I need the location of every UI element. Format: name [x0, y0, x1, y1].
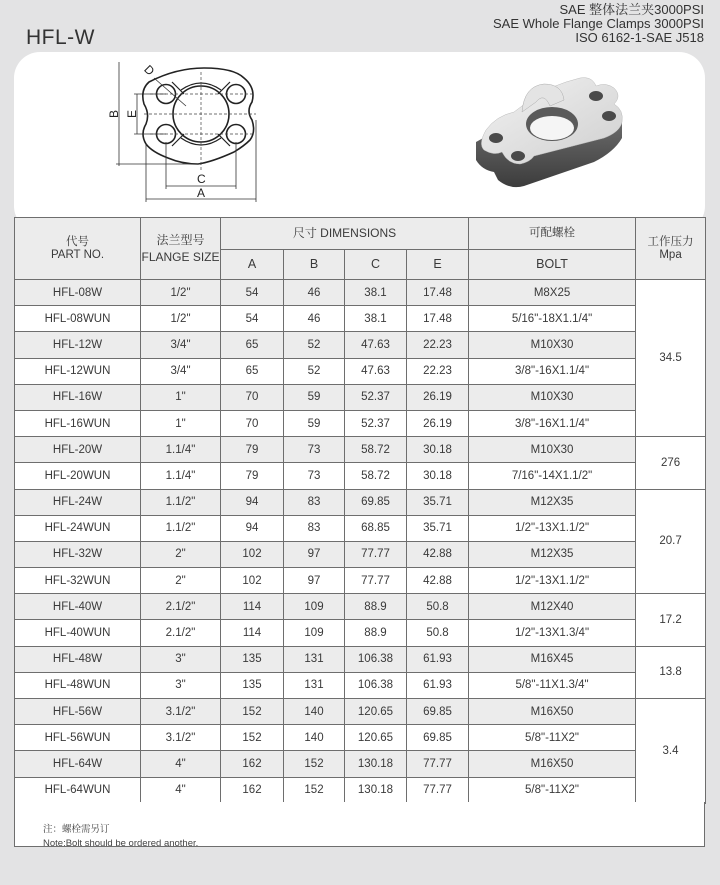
cell-e: 22.23	[407, 358, 469, 384]
cell-part: HFL-56W	[15, 699, 141, 725]
cell-e: 69.85	[407, 725, 469, 751]
cell-b: 59	[284, 410, 345, 436]
cell-a: 70	[221, 384, 284, 410]
header-dim-b: B	[284, 250, 345, 280]
cell-c: 69.85	[345, 489, 407, 515]
cell-part: HFL-32W	[15, 541, 141, 567]
note-en: Note:Bolt should be ordered another.	[43, 838, 199, 849]
cell-bolt: 7/16"-14X1.1/2"	[469, 463, 636, 489]
cell-bolt: M16X50	[469, 751, 636, 777]
cell-part: HFL-64WUN	[15, 777, 141, 803]
cell-size: 1.1/4"	[141, 437, 221, 463]
cell-size: 1"	[141, 384, 221, 410]
standard-label: ISO 6162-1-SAE J518	[575, 30, 704, 45]
cell-e: 22.23	[407, 332, 469, 358]
cell-b: 109	[284, 620, 345, 646]
header-bolt-cn: 可配螺栓	[469, 218, 636, 250]
cell-a: 79	[221, 437, 284, 463]
spec-table	[14, 217, 706, 804]
notes-box	[14, 802, 705, 847]
table-row	[15, 646, 706, 672]
cell-size: 1.1/2"	[141, 515, 221, 541]
cell-part: HFL-20WUN	[15, 463, 141, 489]
table-row	[15, 463, 706, 489]
cell-e: 35.71	[407, 515, 469, 541]
table-row	[15, 306, 706, 332]
cell-part: HFL-12WUN	[15, 358, 141, 384]
cell-b: 140	[284, 725, 345, 751]
cell-b: 83	[284, 489, 345, 515]
spec-table-body	[15, 280, 706, 804]
cell-part: HFL-64W	[15, 751, 141, 777]
cell-c: 52.37	[345, 384, 407, 410]
cell-size: 3"	[141, 672, 221, 698]
cell-part: HFL-48W	[15, 646, 141, 672]
cell-a: 114	[221, 594, 284, 620]
header-dim-a: A	[221, 250, 284, 280]
cell-part: HFL-16W	[15, 384, 141, 410]
cell-bolt: 1/2"-13X1.1/2"	[469, 515, 636, 541]
cell-size: 2.1/2"	[141, 594, 221, 620]
cell-c: 47.63	[345, 358, 407, 384]
cell-a: 152	[221, 725, 284, 751]
cell-e: 17.48	[407, 280, 469, 306]
cell-b: 152	[284, 777, 345, 803]
cell-size: 3/4"	[141, 332, 221, 358]
table-row	[15, 437, 706, 463]
table-row	[15, 410, 706, 436]
cell-c: 38.1	[345, 280, 407, 306]
cell-c: 130.18	[345, 777, 407, 803]
cell-c: 77.77	[345, 568, 407, 594]
cell-part: HFL-08W	[15, 280, 141, 306]
cell-size: 4"	[141, 777, 221, 803]
bolt-hole	[489, 133, 503, 143]
cell-size: 3.1/2"	[141, 725, 221, 751]
cell-bolt: 3/8"-16X1.1/4"	[469, 410, 636, 436]
cell-c: 58.72	[345, 463, 407, 489]
cell-a: 79	[221, 463, 284, 489]
cell-c: 77.77	[345, 541, 407, 567]
cell-a: 114	[221, 620, 284, 646]
cell-a: 54	[221, 280, 284, 306]
cell-b: 109	[284, 594, 345, 620]
cell-pressure: 276	[636, 437, 706, 489]
cell-b: 152	[284, 751, 345, 777]
cell-e: 26.19	[407, 384, 469, 410]
title-en: SAE Whole Flange Clamps 3000PSI	[493, 16, 704, 31]
table-row	[15, 672, 706, 698]
model-title: HFL-W	[26, 26, 95, 49]
cell-b: 73	[284, 463, 345, 489]
table-row	[15, 568, 706, 594]
cell-c: 52.37	[345, 410, 407, 436]
cell-bolt: M10X30	[469, 437, 636, 463]
cell-part: HFL-24W	[15, 489, 141, 515]
cell-e: 30.18	[407, 463, 469, 489]
cell-a: 135	[221, 646, 284, 672]
cell-bolt: M16X45	[469, 646, 636, 672]
cell-part: HFL-12W	[15, 332, 141, 358]
cell-a: 102	[221, 568, 284, 594]
cell-e: 61.93	[407, 672, 469, 698]
header-dim-c: C	[345, 250, 407, 280]
cell-a: 65	[221, 332, 284, 358]
cell-size: 1"	[141, 410, 221, 436]
cell-a: 162	[221, 751, 284, 777]
cell-e: 42.88	[407, 541, 469, 567]
cell-bolt: M10X30	[469, 384, 636, 410]
flange-clamp-drawing	[84, 54, 284, 214]
header-part-no: 代号 PART NO.	[15, 218, 141, 280]
cell-size: 1/2"	[141, 280, 221, 306]
cell-size: 2"	[141, 541, 221, 567]
cell-a: 54	[221, 306, 284, 332]
cell-bolt: 5/8"-11X2"	[469, 725, 636, 751]
cell-size: 1/2"	[141, 306, 221, 332]
cell-size: 3/4"	[141, 358, 221, 384]
cell-b: 52	[284, 358, 345, 384]
table-row	[15, 725, 706, 751]
product-image-panel	[14, 52, 705, 232]
cell-bolt: M12X35	[469, 489, 636, 515]
cell-bolt: 3/8"-16X1.1/4"	[469, 358, 636, 384]
cell-a: 152	[221, 699, 284, 725]
table-row	[15, 699, 706, 725]
cell-c: 38.1	[345, 306, 407, 332]
cell-part: HFL-48WUN	[15, 672, 141, 698]
header-pressure: 工作压力 Mpa	[636, 218, 706, 280]
cell-e: 50.8	[407, 594, 469, 620]
dim-label-a: A	[197, 186, 206, 200]
cell-part: HFL-24WUN	[15, 515, 141, 541]
cell-b: 131	[284, 672, 345, 698]
cell-e: 35.71	[407, 489, 469, 515]
bolt-hole	[602, 111, 616, 121]
cell-b: 73	[284, 437, 345, 463]
table-row	[15, 594, 706, 620]
cell-b: 97	[284, 541, 345, 567]
cell-c: 58.72	[345, 437, 407, 463]
cell-b: 46	[284, 306, 345, 332]
cell-c: 106.38	[345, 672, 407, 698]
cell-e: 61.93	[407, 646, 469, 672]
cell-bolt: M16X50	[469, 699, 636, 725]
cell-c: 68.85	[345, 515, 407, 541]
cell-bolt: 5/8"-11X1.3/4"	[469, 672, 636, 698]
table-row	[15, 280, 706, 306]
cell-pressure: 17.2	[636, 594, 706, 646]
cell-size: 2.1/2"	[141, 620, 221, 646]
dim-label-c: C	[197, 172, 206, 186]
cell-e: 50.8	[407, 620, 469, 646]
cell-size: 2"	[141, 568, 221, 594]
cell-b: 46	[284, 280, 345, 306]
table-row	[15, 751, 706, 777]
table-row	[15, 620, 706, 646]
cell-size: 4"	[141, 751, 221, 777]
cell-c: 106.38	[345, 646, 407, 672]
cell-part: HFL-20W	[15, 437, 141, 463]
cell-c: 120.65	[345, 699, 407, 725]
cell-a: 70	[221, 410, 284, 436]
cell-a: 135	[221, 672, 284, 698]
cell-a: 162	[221, 777, 284, 803]
table-row	[15, 489, 706, 515]
product-titles	[493, 3, 704, 45]
header-dim-e: E	[407, 250, 469, 280]
cell-bolt: 5/16"-18X1.1/4"	[469, 306, 636, 332]
bolt-hole	[589, 91, 603, 101]
header-bolt-en: BOLT	[469, 250, 636, 280]
cell-a: 94	[221, 489, 284, 515]
cell-bolt: 5/8"-11X2"	[469, 777, 636, 803]
cell-part: HFL-08WUN	[15, 306, 141, 332]
dim-label-b: B	[107, 109, 121, 118]
cell-pressure: 3.4	[636, 699, 706, 804]
note-cn: 注：螺栓需另订	[43, 824, 110, 835]
cell-b: 52	[284, 332, 345, 358]
cell-a: 94	[221, 515, 284, 541]
cell-c: 130.18	[345, 751, 407, 777]
title-cn: SAE 整体法兰夹3000PSI	[559, 2, 704, 17]
cell-b: 97	[284, 568, 345, 594]
cell-e: 42.88	[407, 568, 469, 594]
cell-part: HFL-40W	[15, 594, 141, 620]
cell-b: 131	[284, 646, 345, 672]
cell-c: 120.65	[345, 725, 407, 751]
cell-e: 77.77	[407, 751, 469, 777]
dim-label-e: E	[125, 109, 139, 118]
table-row	[15, 515, 706, 541]
dim-label-d: D	[141, 62, 158, 79]
cell-part: HFL-40WUN	[15, 620, 141, 646]
cell-e: 69.85	[407, 699, 469, 725]
cell-pressure: 20.7	[636, 489, 706, 594]
bolt-hole	[511, 151, 525, 161]
table-row	[15, 777, 706, 803]
cell-a: 102	[221, 541, 284, 567]
cell-e: 26.19	[407, 410, 469, 436]
header-flange-size: 法兰型号 FLANGE SIZE	[141, 218, 221, 280]
cell-c: 47.63	[345, 332, 407, 358]
flange-clamp-photo	[454, 52, 654, 217]
cell-size: 3.1/2"	[141, 699, 221, 725]
table-row	[15, 541, 706, 567]
table-row	[15, 384, 706, 410]
cell-bolt: M10X30	[469, 332, 636, 358]
cell-part: HFL-16WUN	[15, 410, 141, 436]
cell-b: 83	[284, 515, 345, 541]
cell-e: 17.48	[407, 306, 469, 332]
cell-bolt: M12X35	[469, 541, 636, 567]
cell-b: 59	[284, 384, 345, 410]
cell-size: 1.1/4"	[141, 463, 221, 489]
cell-size: 1.1/2"	[141, 489, 221, 515]
cell-e: 30.18	[407, 437, 469, 463]
cell-pressure: 34.5	[636, 280, 706, 437]
cell-part: HFL-56WUN	[15, 725, 141, 751]
cell-pressure: 13.8	[636, 646, 706, 698]
table-row	[15, 332, 706, 358]
cell-e: 77.77	[407, 777, 469, 803]
cell-bolt: M8X25	[469, 280, 636, 306]
cell-c: 88.9	[345, 620, 407, 646]
cell-b: 140	[284, 699, 345, 725]
table-row	[15, 358, 706, 384]
cell-size: 3"	[141, 646, 221, 672]
cell-a: 65	[221, 358, 284, 384]
header-dimensions: 尺寸 DIMENSIONS	[221, 218, 469, 250]
cell-bolt: 1/2"-13X1.1/2"	[469, 568, 636, 594]
cell-bolt: M12X40	[469, 594, 636, 620]
cell-c: 88.9	[345, 594, 407, 620]
cell-part: HFL-32WUN	[15, 568, 141, 594]
cell-bolt: 1/2"-13X1.3/4"	[469, 620, 636, 646]
